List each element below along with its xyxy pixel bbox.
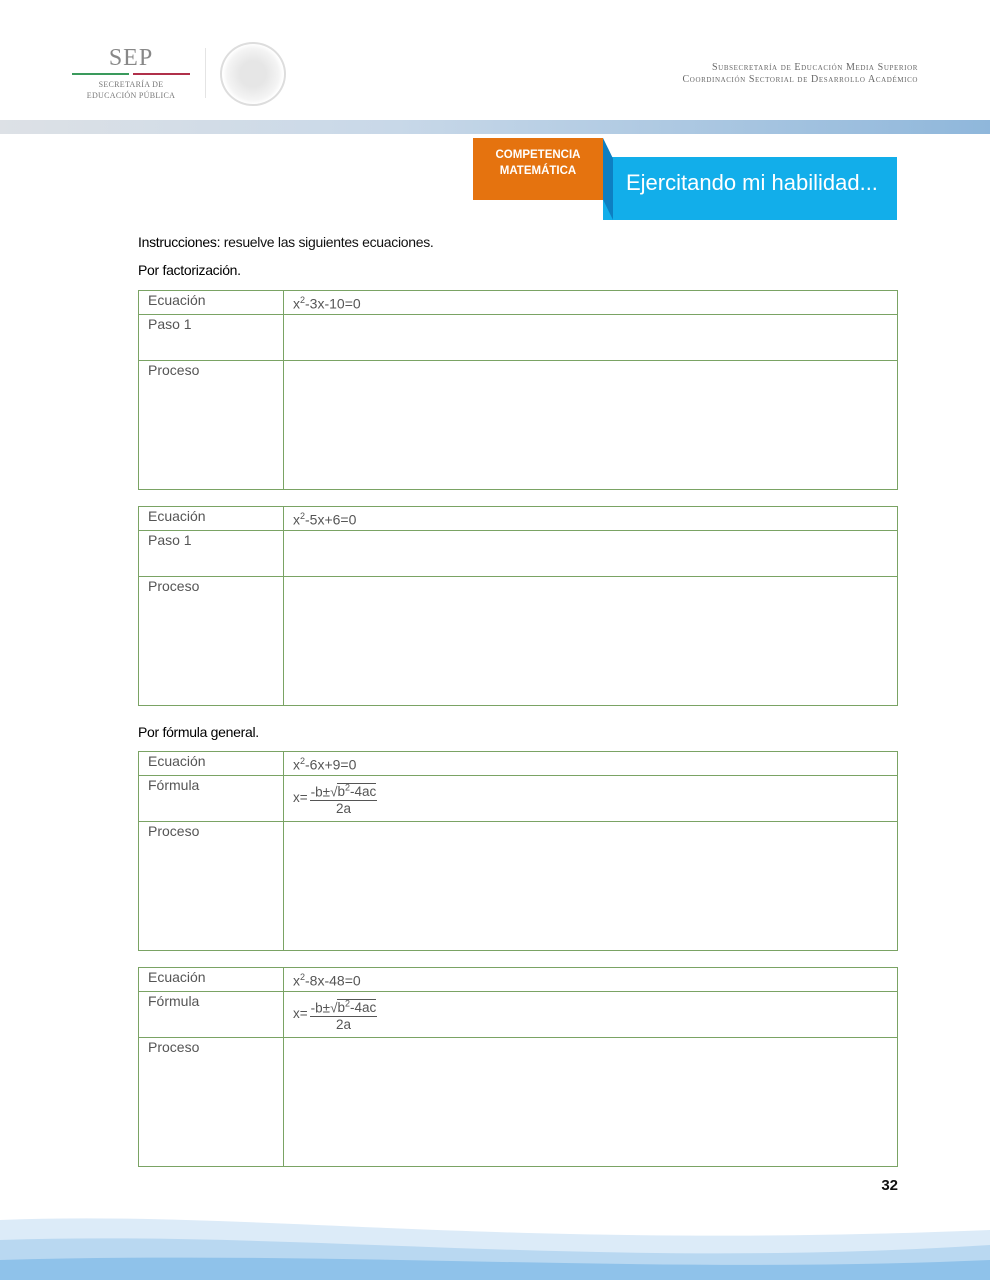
equation-label: Ecuación [139,291,284,315]
sep-logo: SEP SECRETARÍA DE EDUCACIÓN PÚBLICA [72,45,190,101]
equation-table [138,290,898,490]
equation-label: Ecuación [139,968,284,992]
header-bar [0,120,990,134]
step-answer-cell[interactable] [284,991,898,1037]
instructions: Instrucciones: resuelve las siguientes ecuaciones. [138,234,434,250]
step-answer-cell[interactable] [284,775,898,821]
step-label: Fórmula [139,775,284,821]
equation-value: $x^2-6x+9=0$ [284,752,898,776]
process-answer-cell[interactable] [284,360,898,489]
process-answer-cell[interactable] [284,1037,898,1166]
process-answer-cell[interactable] [284,821,898,950]
footer-waves [0,1190,990,1280]
equation-value: $x^2-3x-10=0$ [284,291,898,315]
process-label: Proceso [139,1037,284,1166]
national-seal-icon [220,42,286,106]
logo-divider [205,48,206,98]
section-title: Por fórmula general. [138,724,259,740]
step-answer-cell[interactable] [284,314,898,360]
equation-table [138,506,898,706]
step-answer-cell[interactable] [284,530,898,576]
page-number: 32 [881,1177,898,1194]
competencia-badge: COMPETENCIA MATEMÁTICA [473,138,603,200]
institution-heading: Subsecretaría de Educación Media Superior Coordinación Sectorial de Desarrollo Académico [682,62,918,85]
process-label: Proceso [139,576,284,705]
equation-label: Ecuación [139,752,284,776]
step-label: Paso 1 [139,530,284,576]
step-label: Fórmula [139,991,284,1037]
section-title: Por factorización. [138,262,241,278]
quadratic-formula: x= $\frac{-b\pm√b^2-4ac}{2a}$ [293,996,377,1033]
quadratic-formula: x= $\frac{-b\pm√b^2-4ac}{2a}$ [293,780,377,817]
equation-value: $x^2-5x+6=0$ [284,507,898,531]
process-label: Proceso [139,360,284,489]
process-label: Proceso [139,821,284,950]
section-banner: Ejercitando mi habilidad... [603,157,897,220]
equation-table [138,967,898,1167]
equation-table [138,751,898,951]
equation-label: Ecuación [139,507,284,531]
step-label: Paso 1 [139,314,284,360]
equation-value: $x^2-8x-48=0$ [284,968,898,992]
process-answer-cell[interactable] [284,576,898,705]
